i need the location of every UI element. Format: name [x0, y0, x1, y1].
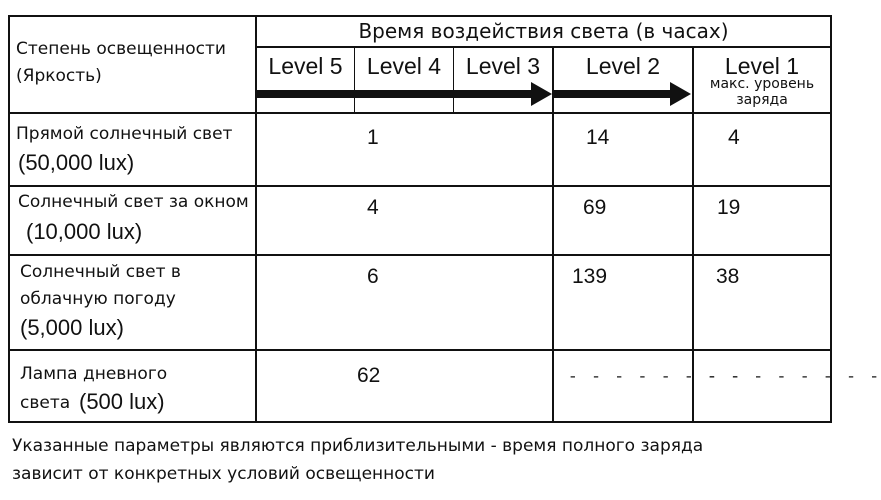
level-1-note-line1: макс. уровень — [709, 76, 815, 92]
row-2-level-2-value: 69 — [583, 196, 607, 219]
row-3-level-2-value: 139 — [572, 265, 608, 288]
row-4-lux: (500 lux) — [79, 389, 165, 414]
row-divider-4 — [8, 349, 832, 351]
level-3-label: Level 3 — [465, 53, 541, 79]
row-2-lux: (10,000 lux) — [26, 219, 143, 244]
row-header-title: Степень освещенности — [16, 39, 226, 59]
group-header-title: Время воздействия света (в часах) — [358, 19, 729, 43]
row-2-label: Солнечный свет за окном — [18, 192, 249, 212]
light-charge-table — [8, 15, 881, 423]
row-3-label-line2: облачную погоду — [20, 289, 176, 309]
row-divider-3 — [8, 254, 832, 256]
table-border-top — [8, 15, 832, 17]
row-1-levels-5-3-value: 1 — [367, 126, 379, 149]
row-3-level-1-value: 38 — [716, 265, 740, 288]
row-4-level-2-value: - - - - - - - - — [568, 368, 743, 386]
level-4-label: Level 4 — [366, 53, 442, 79]
arrow-level-2-icon — [554, 81, 692, 107]
row-divider-2 — [8, 185, 832, 187]
row-4-label-line1: Лампа дневного — [20, 364, 168, 384]
level-1-label: Level 1 — [724, 53, 800, 79]
row-2-level-1-value: 19 — [717, 196, 741, 219]
row-divider-1 — [8, 112, 832, 114]
footnote-line-2: зависит от конкретных условий освещенности — [12, 464, 435, 484]
row-1-lux: (50,000 lux) — [18, 150, 135, 175]
row-4-level-1-value: - - - - - - - - — [707, 368, 881, 386]
row-1-label: Прямой солнечный свет — [16, 124, 233, 144]
row-header-subtitle: (Яркость) — [16, 66, 102, 86]
row-2-levels-5-3-value: 4 — [367, 196, 379, 219]
level-2-label: Level 2 — [585, 53, 661, 79]
row-3-levels-5-3-value: 6 — [367, 265, 379, 288]
row-3-label-line1: Солнечный свет в — [20, 262, 181, 282]
row-4-levels-5-3-value: 62 — [357, 364, 381, 387]
level-1-note-line2: заряда — [736, 92, 788, 108]
footnote-line-1: Указанные параметры являются приблизительными - время полного заряда — [12, 436, 704, 456]
level-5-label: Level 5 — [268, 53, 343, 79]
table-border-right — [830, 15, 832, 423]
table-border-left — [8, 15, 10, 423]
table-border-bottom — [8, 421, 832, 423]
row-1-level-2-value: 14 — [586, 126, 610, 149]
arrow-level-5-to-3-icon — [257, 81, 553, 107]
row-4-label-line2: света — [20, 393, 71, 413]
row-3-lux: (5,000 lux) — [20, 315, 124, 340]
row-1-level-1-value: 4 — [728, 126, 740, 149]
group-header-divider — [257, 46, 830, 48]
